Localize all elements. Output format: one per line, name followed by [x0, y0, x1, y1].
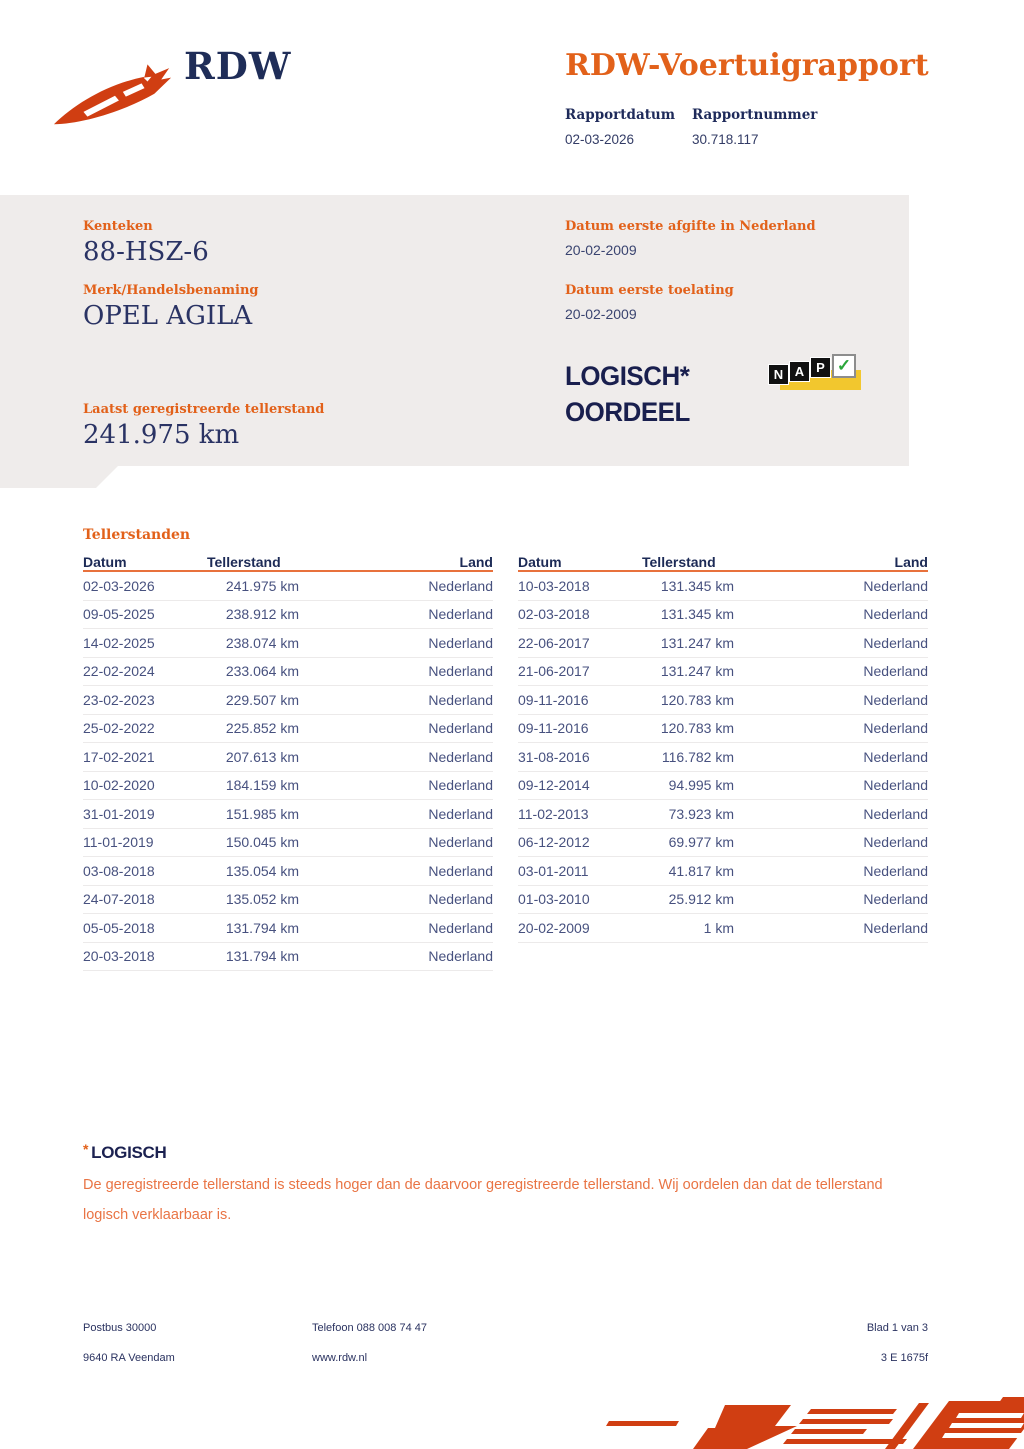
- tellerstand-cell: 131.345 km: [660, 606, 734, 623]
- tellerstand-cell: 41.817 km: [668, 862, 734, 879]
- land-cell: Nederland: [863, 748, 928, 765]
- datum-cell: 09-11-2016: [518, 720, 589, 737]
- nap-letter-a: A: [789, 361, 810, 382]
- rapportnummer-block: [692, 107, 817, 147]
- tellerstand-cell: 131.794 km: [225, 919, 299, 936]
- land-cell: Nederland: [863, 891, 928, 908]
- tellerstand-cell: 131.794 km: [225, 948, 299, 965]
- tellerstand-cell: 120.783 km: [660, 720, 734, 737]
- tellerstand-cell: 229.507 km: [225, 691, 299, 708]
- tellerstand-cell: 120.783 km: [660, 691, 734, 708]
- land-cell: Nederland: [428, 606, 493, 623]
- checkmark-icon: ✓: [832, 354, 856, 378]
- datum-cell: 01-03-2010: [518, 891, 590, 908]
- oordeel-text: [565, 358, 690, 430]
- land-cell: Nederland: [863, 691, 928, 708]
- land-cell: Nederland: [863, 777, 928, 794]
- datum-cell: 09-11-2016: [518, 691, 589, 708]
- merk-value: OPEL AGILA: [83, 301, 253, 331]
- land-cell: Nederland: [428, 948, 493, 965]
- table-row: [518, 914, 928, 943]
- tellerstand-cell: 116.782 km: [661, 748, 734, 765]
- kenteken-value: 88-HSZ-6: [83, 237, 209, 267]
- table-row: [518, 715, 928, 744]
- land-cell: Nederland: [428, 720, 493, 737]
- tellerstand-header: Tellerstand: [207, 554, 281, 570]
- datum-header: Datum: [83, 554, 127, 570]
- merk-label: Merk/Handelsbenaming: [83, 283, 259, 298]
- table-row: [83, 829, 493, 858]
- tellerstand-cell: 207.613 km: [225, 748, 299, 765]
- table-row: [83, 857, 493, 886]
- table-body: [518, 572, 928, 943]
- land-cell: Nederland: [863, 805, 928, 822]
- table-row: [83, 686, 493, 715]
- datum-cell: 23-02-2023: [83, 691, 155, 708]
- table-body: [83, 572, 493, 971]
- tellerstanden-section-title: Tellerstanden: [83, 527, 191, 543]
- tellerstand-cell: 1 km: [703, 919, 734, 936]
- tellerstand-label: Laatst geregistreerde tellerstand: [83, 402, 325, 417]
- table-row: [518, 772, 928, 801]
- footnote-title-text: LOGISCH: [91, 1143, 167, 1162]
- table-row: [83, 800, 493, 829]
- afgifte-value: 20-02-2009: [565, 242, 637, 258]
- land-cell: Nederland: [863, 577, 928, 594]
- table-row: [83, 715, 493, 744]
- tellerstand-cell: 135.052 km: [225, 891, 299, 908]
- datum-cell: 11-02-2013: [518, 805, 589, 822]
- land-cell: Nederland: [428, 891, 493, 908]
- land-cell: Nederland: [863, 919, 928, 936]
- datum-cell: 03-08-2018: [83, 862, 155, 879]
- land-cell: Nederland: [428, 777, 493, 794]
- datum-cell: 20-02-2009: [518, 919, 590, 936]
- rapportnummer-value: 30.718.117: [692, 132, 759, 147]
- datum-cell: 10-03-2018: [518, 577, 590, 594]
- table-row: [83, 772, 493, 801]
- tellerstand-cell: 73.923 km: [668, 805, 734, 822]
- tellerstand-cell: 150.045 km: [225, 834, 299, 851]
- rapportdatum-block: [565, 107, 692, 147]
- tellerstanden-table-right: [518, 549, 928, 943]
- rapportdatum-value: 02-03-2026: [565, 132, 635, 147]
- datum-cell: 22-06-2017: [518, 634, 590, 651]
- rdw-flame-logo-icon: [50, 52, 178, 128]
- rapportnummer-label: Rapportnummer: [692, 107, 818, 123]
- tellerstand-cell: 241.975 km: [225, 577, 299, 594]
- land-cell: Nederland: [428, 691, 493, 708]
- footer-doc-code: 3 E 1675f: [880, 1352, 928, 1364]
- table-row: [518, 800, 928, 829]
- table-row: [518, 829, 928, 858]
- tellerstand-cell: 131.247 km: [660, 663, 734, 680]
- kenteken-label: Kenteken: [83, 219, 153, 234]
- afgifte-label: Datum eerste afgifte in Nederland: [565, 219, 816, 234]
- speed-stripes-graphic: [595, 1397, 1024, 1449]
- datum-cell: 02-03-2026: [83, 577, 155, 594]
- nap-letter-n: N: [768, 364, 789, 385]
- table-header-row: [83, 549, 493, 572]
- datum-cell: 14-02-2025: [83, 634, 155, 651]
- land-cell: Nederland: [863, 862, 928, 879]
- table-row: [518, 886, 928, 915]
- page-footer: [83, 1322, 928, 1382]
- table-row: [83, 601, 493, 630]
- tellerstand-cell: 233.064 km: [225, 663, 299, 680]
- datum-cell: 24-07-2018: [83, 891, 155, 908]
- land-cell: Nederland: [428, 862, 493, 879]
- land-cell: Nederland: [428, 634, 493, 651]
- datum-cell: 02-03-2018: [518, 606, 590, 623]
- table-row: [518, 601, 928, 630]
- nap-logo: [768, 353, 864, 395]
- land-cell: Nederland: [428, 663, 493, 680]
- table-row: [518, 857, 928, 886]
- datum-cell: 03-01-2011: [518, 862, 589, 879]
- tellerstand-cell: 225.852 km: [225, 720, 299, 737]
- table-row: [518, 629, 928, 658]
- table-row: [83, 629, 493, 658]
- land-cell: Nederland: [863, 634, 928, 651]
- land-header: Land: [894, 554, 928, 570]
- tellerstand-cell: 69.977 km: [668, 834, 734, 851]
- datum-cell: 25-02-2022: [83, 720, 155, 737]
- footer-page-number: Blad 1 van 3: [866, 1322, 928, 1334]
- table-row: [83, 658, 493, 687]
- rdw-logo-text: RDW: [184, 44, 292, 88]
- table-header-row: [518, 549, 928, 572]
- datum-cell: 31-01-2019: [83, 805, 155, 822]
- nap-letter-p: P: [810, 357, 831, 378]
- tellerstand-cell: 131.345 km: [660, 577, 734, 594]
- table-row: [83, 914, 493, 943]
- oordeel-line2: OORDEEL: [565, 397, 690, 427]
- rapportdatum-label: Rapportdatum: [565, 107, 676, 123]
- datum-cell: 09-12-2014: [518, 777, 590, 794]
- land-cell: Nederland: [863, 606, 928, 623]
- oordeel-line1: LOGISCH*: [565, 361, 690, 391]
- tellerstand-value: 241.975 km: [83, 420, 240, 450]
- tellerstand-cell: 238.912 km: [225, 606, 299, 623]
- table-row: [518, 686, 928, 715]
- footer-city: 9640 RA Veendam: [83, 1352, 175, 1364]
- land-cell: Nederland: [428, 805, 493, 822]
- table-row: [518, 658, 928, 687]
- datum-cell: 20-03-2018: [83, 948, 155, 965]
- datum-cell: 05-05-2018: [83, 919, 155, 936]
- footnote-title: [83, 1141, 167, 1163]
- toelating-value: 20-02-2009: [565, 306, 637, 322]
- tellerstand-cell: 151.985 km: [225, 805, 299, 822]
- datum-cell: 11-01-2019: [83, 834, 154, 851]
- table-row: [83, 943, 493, 972]
- table-row: [83, 572, 493, 601]
- datum-cell: 09-05-2025: [83, 606, 155, 623]
- table-row: [83, 743, 493, 772]
- footer-phone: Telefoon 088 008 74 47: [312, 1322, 427, 1334]
- tellerstand-cell: 135.054 km: [225, 862, 299, 879]
- tellerstand-cell: 184.159 km: [225, 777, 299, 794]
- tellerstand-header: Tellerstand: [642, 554, 716, 570]
- footer-postbus: Postbus 30000: [83, 1322, 157, 1334]
- table-row: [518, 743, 928, 772]
- footer-website: www.rdw.nl: [312, 1352, 368, 1364]
- land-cell: Nederland: [428, 748, 493, 765]
- datum-cell: 06-12-2012: [518, 834, 590, 851]
- page-title: RDW-Voertuigrapport: [565, 48, 929, 83]
- datum-cell: 10-02-2020: [83, 777, 155, 794]
- footnote-marker: *: [83, 1141, 89, 1157]
- land-cell: Nederland: [863, 663, 928, 680]
- tellerstand-cell: 238.074 km: [225, 634, 299, 651]
- footnote-text: De geregistreerde tellerstand is steeds hoger dan de daarvoor geregistreerde tellerstand. Wij oordelen dan dat de tellerstand logisch verklaarbaar is.: [83, 1177, 883, 1223]
- land-header: Land: [459, 554, 493, 570]
- tellerstand-cell: 94.995 km: [668, 777, 734, 794]
- land-cell: Nederland: [428, 577, 493, 594]
- report-meta: [565, 107, 817, 147]
- tellerstand-cell: 25.912 km: [668, 891, 734, 908]
- datum-cell: 22-02-2024: [83, 663, 155, 680]
- table-row: [83, 886, 493, 915]
- table-row: [518, 572, 928, 601]
- toelating-label: Datum eerste toelating: [565, 283, 734, 298]
- land-cell: Nederland: [428, 919, 493, 936]
- datum-cell: 31-08-2016: [518, 748, 590, 765]
- tellerstanden-table-left: [83, 549, 493, 971]
- land-cell: Nederland: [863, 720, 928, 737]
- datum-header: Datum: [518, 554, 562, 570]
- datum-cell: 21-06-2017: [518, 663, 590, 680]
- land-cell: Nederland: [428, 834, 493, 851]
- tellerstand-cell: 131.247 km: [660, 634, 734, 651]
- land-cell: Nederland: [863, 834, 928, 851]
- datum-cell: 17-02-2021: [83, 748, 155, 765]
